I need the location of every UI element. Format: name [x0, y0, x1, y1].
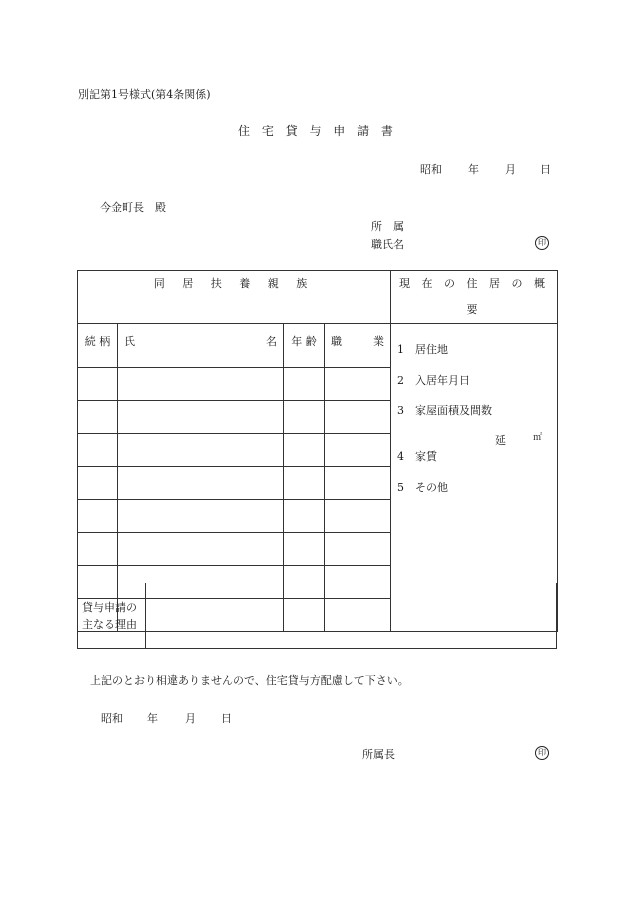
col-name-left: 氏 [124, 335, 135, 348]
col-occupation-right: 業 [373, 335, 385, 348]
col-relation: 続 柄 [78, 324, 118, 368]
date-era: 昭和 [420, 163, 442, 176]
bottom-date-year: 年 [147, 712, 158, 725]
seal-icon: 印 [535, 746, 549, 760]
bottom-date-day: 日 [221, 712, 232, 725]
current-item: 1 居住地 [397, 343, 449, 356]
statement: 上記のとおり相違ありませんので、住宅貸与方配慮して下さい。 [90, 674, 409, 687]
col-age: 年 齢 [284, 324, 325, 368]
addressee: 今金町長 殿 [100, 201, 166, 214]
date-year: 年 [468, 163, 479, 176]
seal-icon: 印 [535, 236, 549, 250]
name-label: 職氏名 [371, 238, 404, 251]
col-name-right: 名 [266, 335, 277, 348]
date-month: 月 [505, 163, 516, 176]
current-item: 2 入居年月日 [397, 374, 471, 387]
col-name [118, 324, 284, 368]
col-occupation-left: 職 [331, 335, 342, 348]
reason-label: 貸与申請の 主なる理由 [78, 583, 146, 648]
current-item: 5 その他 [397, 481, 449, 494]
bottom-date-era: 昭和 [101, 712, 123, 725]
current-item: 4 家賃 [397, 450, 438, 463]
current-header: 現 在 の 住 居 の 概 要 [391, 271, 558, 324]
form-label: 別記第1号様式(第4条関係) [78, 88, 211, 101]
application-table [77, 270, 558, 632]
current-item: 3 家屋面積及間数 [397, 404, 493, 417]
family-header: 同 居 扶 養 親 族 [78, 271, 391, 324]
page-title: 住 宅 貸 与 申 請 書 [238, 124, 397, 138]
date-day: 日 [540, 163, 551, 176]
area-prefix: 延 [495, 434, 507, 447]
affiliation-label: 所 属 [371, 220, 404, 233]
area-unit: ㎡ [533, 433, 543, 443]
chief-label: 所属長 [362, 748, 395, 761]
col-occupation [325, 324, 391, 368]
bottom-date-month: 月 [185, 712, 196, 725]
reason-box [77, 583, 557, 649]
